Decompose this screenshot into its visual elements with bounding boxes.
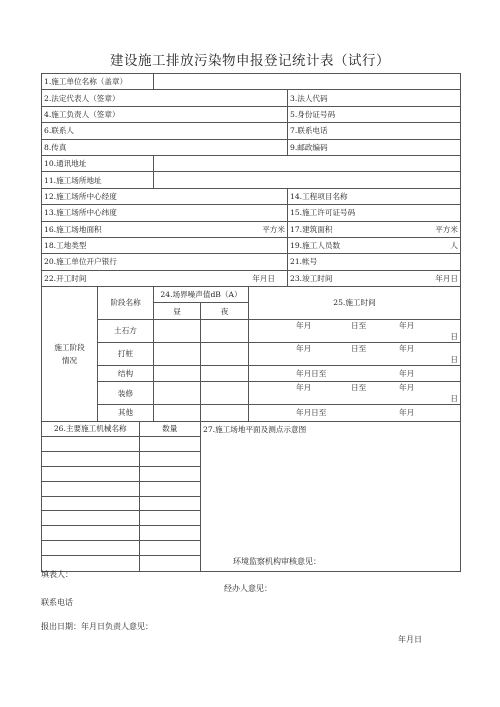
machinery-name-cell[interactable] bbox=[42, 437, 139, 452]
machinery-name-cell[interactable] bbox=[42, 481, 139, 496]
noise-header: 24.场界噪声值dB（A） bbox=[154, 287, 249, 303]
building-area-unit: 平方米 bbox=[435, 224, 458, 234]
stage-time bbox=[249, 365, 461, 381]
stage-name: 装修 bbox=[98, 382, 154, 405]
footer-date: 年月日 bbox=[398, 635, 422, 644]
field-site-address-label: 11.施工场所地址 bbox=[42, 172, 154, 188]
site-plan-label: 27.施工场地平面及测点示意图 bbox=[203, 424, 307, 434]
field-site-area bbox=[42, 221, 288, 237]
stage-time bbox=[249, 382, 461, 405]
field-legal-code-label: 3.法人代码 bbox=[288, 90, 461, 106]
field-end-date-label: 23.竣工时间 bbox=[290, 273, 333, 283]
machinery-qty-header: 数量 bbox=[139, 422, 200, 437]
filler-label: 填表人： bbox=[41, 570, 73, 579]
field-contact-phone-label: 7.联系电话 bbox=[288, 123, 461, 139]
field-building-area-label: 17.建筑面积 bbox=[290, 224, 333, 234]
stage-name: 打桩 bbox=[98, 342, 154, 365]
stage-time-end: 年月 bbox=[399, 343, 415, 353]
noise-day-value[interactable] bbox=[154, 342, 201, 365]
machinery-name-cell[interactable] bbox=[42, 541, 139, 556]
site-plan-area[interactable] bbox=[201, 421, 461, 571]
stage-side-label bbox=[42, 287, 98, 422]
field-workers bbox=[288, 237, 461, 253]
machinery-name-cell[interactable] bbox=[42, 466, 139, 481]
machinery-qty-cell[interactable] bbox=[139, 526, 200, 541]
stage-time-to: 日至 bbox=[351, 320, 367, 330]
field-fax-label: 8.传真 bbox=[42, 139, 288, 155]
field-address-value[interactable] bbox=[154, 155, 461, 171]
field-contact-label: 6.联系人 bbox=[42, 123, 288, 139]
noise-night-value[interactable] bbox=[201, 342, 249, 365]
noise-night-value[interactable] bbox=[201, 365, 249, 381]
machinery-name-cell[interactable] bbox=[42, 451, 139, 466]
workers-unit: 人 bbox=[450, 241, 458, 251]
stage-name: 土石方 bbox=[98, 319, 154, 342]
stage-time-start: 年月 bbox=[296, 320, 312, 330]
stage-time-day: 日 bbox=[450, 354, 458, 364]
stage-time bbox=[249, 342, 461, 365]
stage-name-header: 阶段名称 bbox=[98, 287, 154, 320]
field-project-name-label: 14.工程项目名称 bbox=[288, 188, 461, 204]
stage-time-start: 年月日至 bbox=[296, 408, 327, 418]
site-area-unit: 平方米 bbox=[262, 224, 285, 234]
contact-phone-label: 联系电话 bbox=[41, 598, 73, 607]
machinery-qty-cell[interactable] bbox=[139, 496, 200, 511]
stage-time-to: 日至 bbox=[351, 383, 367, 393]
field-manager-label: 4.施工负责人（签章） bbox=[42, 106, 288, 122]
field-start-date bbox=[42, 270, 288, 286]
stage-time bbox=[249, 405, 461, 421]
stage-name: 结构 bbox=[98, 365, 154, 381]
stage-time-end: 年月 bbox=[399, 383, 415, 393]
machinery-table bbox=[42, 422, 200, 571]
stage-time-start: 年月日至 bbox=[296, 369, 327, 379]
machinery-name-cell[interactable] bbox=[42, 496, 139, 511]
field-unit-name-value[interactable] bbox=[154, 74, 461, 90]
field-site-area-label: 16.施工场地面积 bbox=[44, 224, 102, 234]
noise-day-value[interactable] bbox=[154, 382, 201, 405]
field-address-label: 10.通讯地址 bbox=[42, 155, 154, 171]
noise-night-header: 夜 bbox=[201, 303, 249, 319]
noise-night-value[interactable] bbox=[201, 382, 249, 405]
machinery-qty-cell[interactable] bbox=[139, 556, 200, 571]
field-account-label: 21.帐号 bbox=[288, 254, 461, 270]
machinery-qty-cell[interactable] bbox=[139, 541, 200, 556]
submit-date-label: 报出日期：年月日负责人意见： bbox=[41, 622, 153, 631]
stage-time-day: 日 bbox=[450, 331, 458, 341]
field-id-number-label: 5.身份证号码 bbox=[288, 106, 461, 122]
end-date-unit: 年月日 bbox=[435, 273, 458, 283]
machinery-qty-cell[interactable] bbox=[139, 481, 200, 496]
stage-time-day: 日 bbox=[450, 394, 458, 404]
start-date-unit: 年月日 bbox=[252, 273, 275, 283]
noise-day-value[interactable] bbox=[154, 319, 201, 342]
field-site-type-label: 18.工地类型 bbox=[42, 237, 288, 253]
machinery-qty-cell[interactable] bbox=[139, 511, 200, 526]
stage-time-end: 年月 bbox=[399, 320, 415, 330]
stage-time-end: 年月 bbox=[399, 408, 415, 418]
field-end-date bbox=[288, 270, 461, 286]
time-header: 25.施工时间 bbox=[249, 287, 461, 320]
stage-time bbox=[249, 319, 461, 342]
machinery-qty-cell[interactable] bbox=[139, 437, 200, 452]
stage-side-label-1: 施工阶段 bbox=[54, 342, 85, 352]
machinery-name-cell[interactable] bbox=[42, 526, 139, 541]
stage-name: 其他 bbox=[98, 405, 154, 421]
machinery-list bbox=[42, 421, 201, 571]
review-opinion-label: 环境监察机构审核意见： bbox=[233, 557, 321, 566]
stage-time-start: 年月 bbox=[296, 343, 312, 353]
noise-day-value[interactable] bbox=[154, 365, 201, 381]
field-site-address-value[interactable] bbox=[154, 172, 461, 188]
field-permit-number-label: 15.施工许可证号码 bbox=[288, 205, 461, 221]
form-title: 建设施工排放污染物申报登记统计表（试行） bbox=[110, 53, 390, 69]
noise-day-value[interactable] bbox=[154, 405, 201, 421]
machinery-qty-cell[interactable] bbox=[139, 451, 200, 466]
field-start-date-label: 22.开工时间 bbox=[44, 273, 87, 283]
field-latitude-label: 13.施工场所中心纬度 bbox=[42, 205, 288, 221]
noise-day-header: 昼 bbox=[154, 303, 201, 319]
machinery-name-header: 26.主要施工机械名称 bbox=[42, 422, 139, 437]
stage-time-end: 年月 bbox=[399, 369, 415, 379]
field-workers-label: 19.施工人员数 bbox=[290, 241, 341, 251]
stage-time-to: 日至 bbox=[351, 343, 367, 353]
field-unit-name-label: 1.施工单位名称（盖章） bbox=[42, 74, 154, 90]
noise-night-value[interactable] bbox=[201, 405, 249, 421]
stage-time-start: 年月 bbox=[296, 383, 312, 393]
field-bank-label: 20.施工单位开户银行 bbox=[42, 254, 288, 270]
stage-side-label-2: 情况 bbox=[61, 355, 78, 365]
field-postcode-label: 9.邮政编码 bbox=[288, 139, 461, 155]
noise-night-value[interactable] bbox=[201, 319, 249, 342]
machinery-qty-cell[interactable] bbox=[139, 466, 200, 481]
field-longitude-label: 12.施工场所中心经度 bbox=[42, 188, 288, 204]
field-building-area bbox=[288, 221, 461, 237]
field-legal-rep-label: 2.法定代表人（签章） bbox=[42, 90, 288, 106]
handler-opinion-label: 经办人意见： bbox=[224, 584, 272, 593]
machinery-name-cell[interactable] bbox=[42, 511, 139, 526]
registration-form-table bbox=[41, 73, 461, 572]
